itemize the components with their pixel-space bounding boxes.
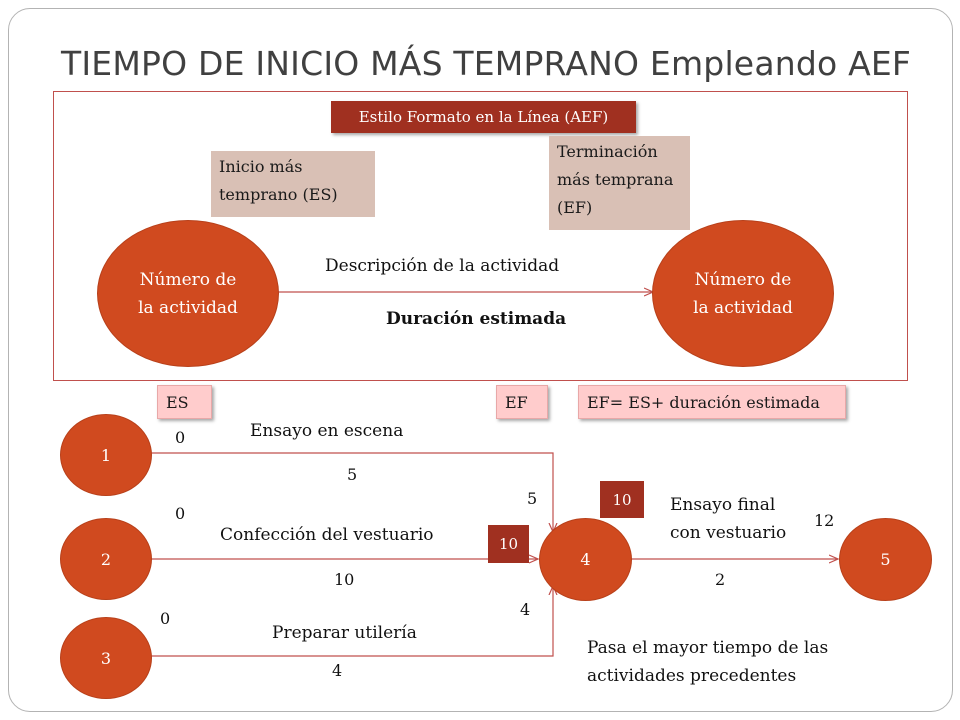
activity-3-name: Preparar utilería <box>272 623 417 643</box>
activity-3-ef: 4 <box>520 600 531 619</box>
es-tag: ES <box>157 385 212 419</box>
activity-4-name-line2: con vestuario <box>670 523 787 543</box>
note-line-1: Pasa el mayor tiempo de las <box>587 638 829 658</box>
activity-1-name: Ensayo en escena <box>250 421 404 441</box>
formula-tag: EF= ES+ duración estimada <box>578 385 846 419</box>
style-format-label: Estilo Formato en la Línea (AEF) <box>331 101 636 133</box>
activity-1-es: 0 <box>175 428 186 447</box>
ef-tag: EF <box>496 385 548 419</box>
activity-4-name-line1: Ensayo final <box>670 495 776 515</box>
legend-node-right <box>652 220 834 367</box>
estimated-duration-label: Duración estimada <box>386 309 567 329</box>
activity-4-es: 10 <box>600 481 644 518</box>
node-3: 3 <box>60 617 152 699</box>
node-2: 2 <box>60 518 152 600</box>
legend-node-left <box>97 220 279 367</box>
ef-legend-label: Terminación más temprana (EF) <box>549 136 690 230</box>
activity-2-es: 0 <box>175 504 186 523</box>
activity-3-duration: 4 <box>332 661 343 680</box>
activity-4-duration: 2 <box>715 570 726 589</box>
node-1: 1 <box>60 414 152 496</box>
activity-4-ef: 12 <box>814 511 835 530</box>
activity-2-ef: 10 <box>488 525 529 563</box>
activity-2-name: Confección del vestuario <box>220 525 434 545</box>
node-4: 4 <box>539 518 632 601</box>
node-5: 5 <box>839 518 932 601</box>
legend-node-left-label: Número de la actividad <box>138 269 238 318</box>
arrow-3-4 <box>150 586 553 656</box>
slide-title: TIEMPO DE INICIO MÁS TEMPRANO Empleando AEF <box>61 44 912 83</box>
note-line-2: actividades precedentes <box>587 666 797 686</box>
activity-1-duration: 5 <box>347 465 358 484</box>
legend-node-right-label: Número de la actividad <box>693 269 793 318</box>
activity-2-duration: 10 <box>334 570 355 589</box>
activity-description-label: Descripción de la actividad <box>325 256 560 276</box>
es-legend-label: Inicio más temprano (ES) <box>211 151 375 217</box>
activity-1-ef: 5 <box>527 489 538 508</box>
activity-3-es: 0 <box>160 609 171 628</box>
